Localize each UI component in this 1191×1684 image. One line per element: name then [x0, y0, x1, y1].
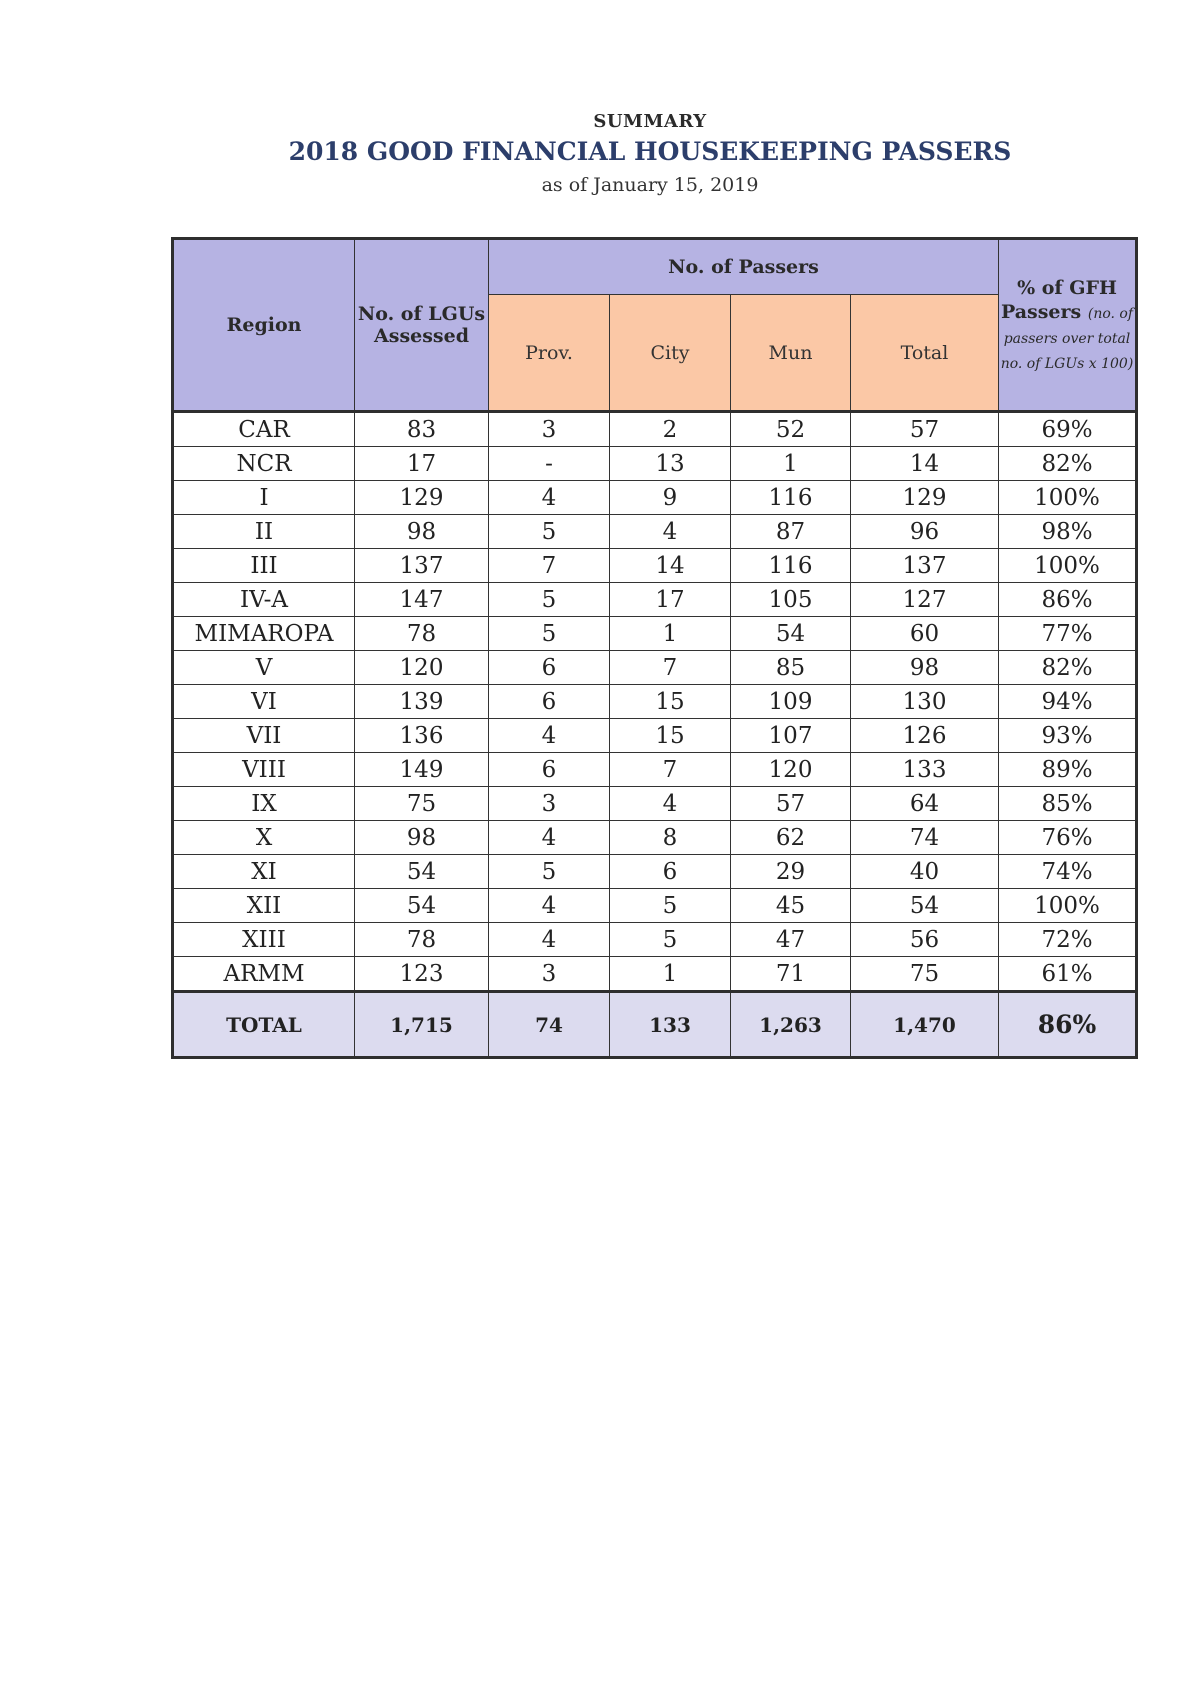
cell-prov: 5	[489, 855, 610, 889]
table-row	[173, 923, 1137, 957]
cell-lgus: 98	[355, 515, 489, 549]
cell-pct: 100%	[999, 549, 1137, 583]
table-row	[173, 549, 1137, 583]
cell-prov: 4	[489, 923, 610, 957]
cell-pct: 61%	[999, 957, 1137, 992]
cell-city: 9	[610, 481, 731, 515]
cell-mun: 62	[731, 821, 851, 855]
total-lgus: 1,715	[355, 992, 489, 1058]
cell-lgus: 17	[355, 447, 489, 481]
total-city: 133	[610, 992, 731, 1058]
cell-city: 2	[610, 412, 731, 447]
cell-total: 56	[851, 923, 999, 957]
cell-mun: 52	[731, 412, 851, 447]
summary-label: SUMMARY	[593, 111, 707, 132]
cell-pct: 82%	[999, 651, 1137, 685]
cell-region: II	[173, 515, 355, 549]
cell-city: 4	[610, 787, 731, 821]
cell-city: 5	[610, 923, 731, 957]
cell-total: 57	[851, 412, 999, 447]
document-title: 2018 GOOD FINANCIAL HOUSEKEEPING PASSERS	[288, 137, 1012, 166]
cell-pct: 94%	[999, 685, 1137, 719]
header-pct-note: (no. of passers over total no. of LGUs x 100)	[1000, 305, 1134, 372]
cell-prov: 6	[489, 651, 610, 685]
cell-mun: 1	[731, 447, 851, 481]
cell-lgus: 75	[355, 787, 489, 821]
cell-lgus: 137	[355, 549, 489, 583]
cell-mun: 57	[731, 787, 851, 821]
cell-region: VI	[173, 685, 355, 719]
cell-region: V	[173, 651, 355, 685]
cell-mun: 107	[731, 719, 851, 753]
header-total: Total	[851, 295, 999, 412]
cell-mun: 116	[731, 549, 851, 583]
cell-pct: 100%	[999, 889, 1137, 923]
cell-city: 15	[610, 719, 731, 753]
cell-lgus: 78	[355, 617, 489, 651]
cell-region: XII	[173, 889, 355, 923]
cell-total: 75	[851, 957, 999, 992]
cell-mun: 29	[731, 855, 851, 889]
cell-total: 74	[851, 821, 999, 855]
cell-city: 1	[610, 957, 731, 992]
cell-city: 6	[610, 855, 731, 889]
cell-mun: 47	[731, 923, 851, 957]
cell-mun: 109	[731, 685, 851, 719]
cell-lgus: 147	[355, 583, 489, 617]
cell-region: IV-A	[173, 583, 355, 617]
cell-prov: 7	[489, 549, 610, 583]
total-region: TOTAL	[173, 992, 355, 1058]
header-lgus-assessed: No. of LGUs Assessed	[355, 239, 489, 412]
cell-city: 4	[610, 515, 731, 549]
table-row	[173, 821, 1137, 855]
cell-lgus: 120	[355, 651, 489, 685]
cell-total: 127	[851, 583, 999, 617]
cell-lgus: 83	[355, 412, 489, 447]
table-row	[173, 753, 1137, 787]
cell-region: MIMAROPA	[173, 617, 355, 651]
total-total: 1,470	[851, 992, 999, 1058]
cell-prov: 3	[489, 957, 610, 992]
cell-pct: 69%	[999, 412, 1137, 447]
gfh-summary-table	[171, 237, 1138, 1059]
cell-total: 126	[851, 719, 999, 753]
header-region: Region	[173, 239, 355, 412]
cell-region: XIII	[173, 923, 355, 957]
cell-prov: 3	[489, 412, 610, 447]
cell-lgus: 139	[355, 685, 489, 719]
header-pct-label: % of GFH Passers	[1000, 276, 1117, 323]
cell-city: 7	[610, 651, 731, 685]
cell-city: 13	[610, 447, 731, 481]
cell-prov: 3	[489, 787, 610, 821]
cell-region: CAR	[173, 412, 355, 447]
total-pct: 86%	[999, 992, 1137, 1058]
cell-city: 1	[610, 617, 731, 651]
cell-region: VII	[173, 719, 355, 753]
cell-prov: -	[489, 447, 610, 481]
header-pct-gfh-passers	[999, 239, 1137, 412]
cell-pct: 98%	[999, 515, 1137, 549]
cell-total: 133	[851, 753, 999, 787]
table-row	[173, 855, 1137, 889]
cell-pct: 77%	[999, 617, 1137, 651]
cell-prov: 6	[489, 753, 610, 787]
cell-mun: 85	[731, 651, 851, 685]
cell-pct: 93%	[999, 719, 1137, 753]
cell-region: IX	[173, 787, 355, 821]
cell-total: 96	[851, 515, 999, 549]
cell-region: ARMM	[173, 957, 355, 992]
table-row	[173, 481, 1137, 515]
cell-region: XI	[173, 855, 355, 889]
cell-prov: 5	[489, 583, 610, 617]
cell-pct: 85%	[999, 787, 1137, 821]
table-row	[173, 412, 1137, 447]
table-row	[173, 447, 1137, 481]
cell-city: 15	[610, 685, 731, 719]
cell-mun: 87	[731, 515, 851, 549]
table-row	[173, 889, 1137, 923]
table-row	[173, 685, 1137, 719]
table-row	[173, 617, 1137, 651]
cell-lgus: 136	[355, 719, 489, 753]
table-row	[173, 719, 1137, 753]
cell-lgus: 149	[355, 753, 489, 787]
document-header	[0, 110, 1191, 200]
cell-mun: 116	[731, 481, 851, 515]
cell-total: 54	[851, 889, 999, 923]
table-row	[173, 787, 1137, 821]
header-city: City	[610, 295, 731, 412]
header-no-of-passers: No. of Passers	[489, 239, 999, 295]
cell-pct: 82%	[999, 447, 1137, 481]
as-of-date: as of January 15, 2019	[541, 174, 759, 196]
cell-pct: 76%	[999, 821, 1137, 855]
table-row	[173, 515, 1137, 549]
cell-lgus: 98	[355, 821, 489, 855]
cell-mun: 120	[731, 753, 851, 787]
cell-city: 14	[610, 549, 731, 583]
header-prov: Prov.	[489, 295, 610, 412]
cell-total: 40	[851, 855, 999, 889]
cell-lgus: 54	[355, 889, 489, 923]
cell-mun: 54	[731, 617, 851, 651]
cell-city: 8	[610, 821, 731, 855]
total-prov: 74	[489, 992, 610, 1058]
cell-pct: 72%	[999, 923, 1137, 957]
cell-region: I	[173, 481, 355, 515]
cell-mun: 105	[731, 583, 851, 617]
table-row	[173, 957, 1137, 992]
cell-city: 5	[610, 889, 731, 923]
cell-prov: 5	[489, 515, 610, 549]
cell-total: 129	[851, 481, 999, 515]
cell-total: 60	[851, 617, 999, 651]
cell-pct: 86%	[999, 583, 1137, 617]
cell-region: NCR	[173, 447, 355, 481]
cell-total: 14	[851, 447, 999, 481]
cell-prov: 4	[489, 481, 610, 515]
cell-pct: 100%	[999, 481, 1137, 515]
table-row	[173, 583, 1137, 617]
cell-total: 137	[851, 549, 999, 583]
cell-lgus: 123	[355, 957, 489, 992]
cell-pct: 89%	[999, 753, 1137, 787]
cell-prov: 4	[489, 719, 610, 753]
header-mun: Mun	[731, 295, 851, 412]
cell-prov: 6	[489, 685, 610, 719]
cell-prov: 5	[489, 617, 610, 651]
cell-lgus: 54	[355, 855, 489, 889]
cell-total: 98	[851, 651, 999, 685]
cell-total: 130	[851, 685, 999, 719]
table-row	[173, 651, 1137, 685]
cell-prov: 4	[489, 821, 610, 855]
cell-region: VIII	[173, 753, 355, 787]
cell-total: 64	[851, 787, 999, 821]
cell-mun: 71	[731, 957, 851, 992]
cell-region: III	[173, 549, 355, 583]
cell-region: X	[173, 821, 355, 855]
cell-lgus: 129	[355, 481, 489, 515]
cell-city: 17	[610, 583, 731, 617]
cell-prov: 4	[489, 889, 610, 923]
cell-mun: 45	[731, 889, 851, 923]
cell-city: 7	[610, 753, 731, 787]
total-mun: 1,263	[731, 992, 851, 1058]
table-total-row	[173, 992, 1137, 1058]
cell-lgus: 78	[355, 923, 489, 957]
cell-pct: 74%	[999, 855, 1137, 889]
